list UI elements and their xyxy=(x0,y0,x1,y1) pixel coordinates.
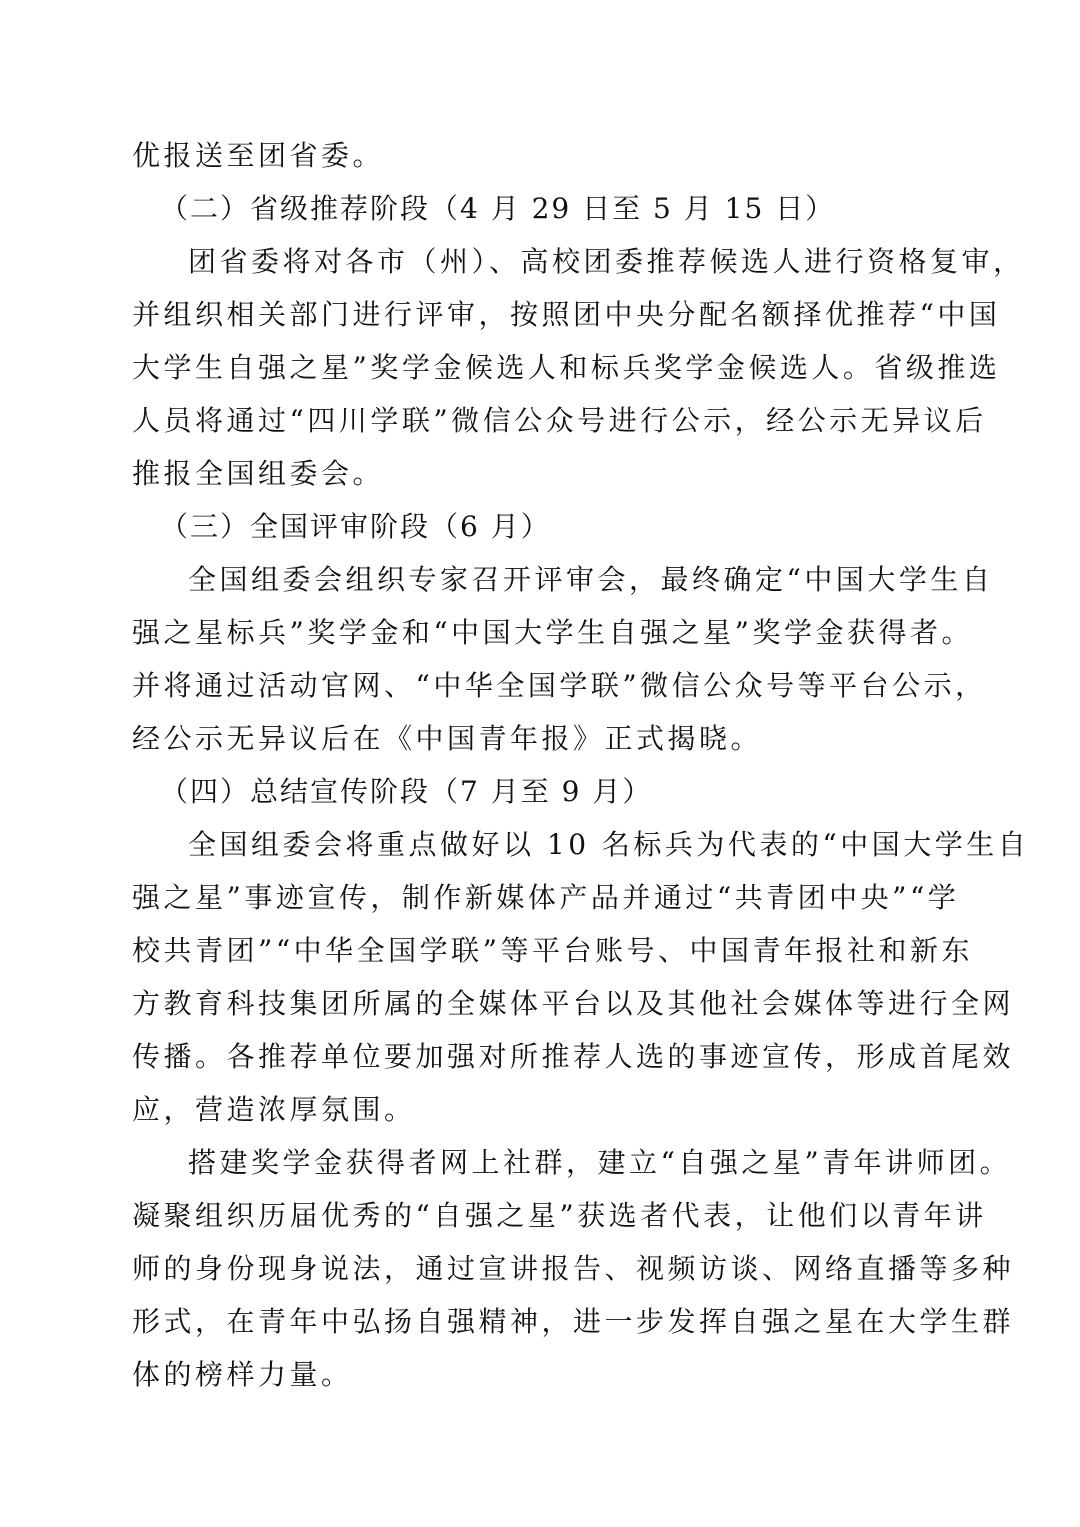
paragraph-line: 推报全国组委会。 xyxy=(132,457,385,490)
paragraph-line: 应，营造浓厚氛围。 xyxy=(132,1093,416,1126)
paragraph-line: 经公示无异议后在《中国青年报》正式揭晓。 xyxy=(132,722,763,755)
paragraph-line: 并将通过活动官网、“中华全国学联”微信公众号等平台公示， xyxy=(132,669,987,702)
paragraph-line: 强之星”事迹宣传，制作新媒体产品并通过“共青团中央”“学 xyxy=(132,881,960,914)
paragraph-line: 优报送至团省委。 xyxy=(132,139,385,172)
paragraph-line: 体的榜样力量。 xyxy=(132,1358,353,1391)
paragraph-line: 搭建奖学金获得者网上社群，建立“自强之星”青年讲师团。 xyxy=(188,1146,1012,1179)
document-body xyxy=(132,129,1030,1401)
paragraph-line: 师的身份现身说法，通过宣讲报告、视频访谈、网络直播等多种 xyxy=(132,1252,1015,1285)
paragraph-line: 团省委将对各市（州）、高校团委推荐候选人进行资格复审， xyxy=(188,245,1025,278)
paragraph-line: 形式，在青年中弘扬自强精神，进一步发挥自强之星在大学生群 xyxy=(132,1305,1015,1338)
paragraph-line: 人员将通过“四川学联”微信公众号进行公示，经公示无异议后 xyxy=(132,404,987,437)
section-heading: （四）总结宣传阶段（7 月至 9 月） xyxy=(160,775,653,808)
paragraph-line: 强之星标兵”奖学金和“中国大学生自强之星”奖学金获得者。 xyxy=(132,616,973,649)
paragraph-line: 方教育科技集团所属的全媒体平台以及其他社会媒体等进行全网 xyxy=(132,987,1015,1020)
paragraph-line: 全国组委会组织专家召开评审会，最终确定“中国大学生自 xyxy=(188,563,994,596)
paragraph-line: 校共青团”“中华全国学联”等平台账号、中国青年报社和新东 xyxy=(132,934,973,967)
paragraph-line: 传播。各推荐单位要加强对所推荐人选的事迹宣传，形成首尾效 xyxy=(132,1040,1015,1073)
paragraph-line: 全国组委会将重点做好以 10 名标兵为代表的“中国大学生自 xyxy=(188,828,1030,861)
paragraph-line: 大学生自强之星”奖学金候选人和标兵奖学金候选人。省级推选 xyxy=(132,351,1001,384)
paragraph-line: 凝聚组织历届优秀的“自强之星”获选者代表，让他们以青年讲 xyxy=(132,1199,987,1232)
paragraph-line: 并组织相关部门进行评审，按照团中央分配名额择优推荐“中国 xyxy=(132,298,1001,331)
section-heading: （二）省级推荐阶段（4 月 29 日至 5 月 15 日） xyxy=(160,192,836,225)
section-heading: （三）全国评审阶段（6 月） xyxy=(160,510,551,543)
